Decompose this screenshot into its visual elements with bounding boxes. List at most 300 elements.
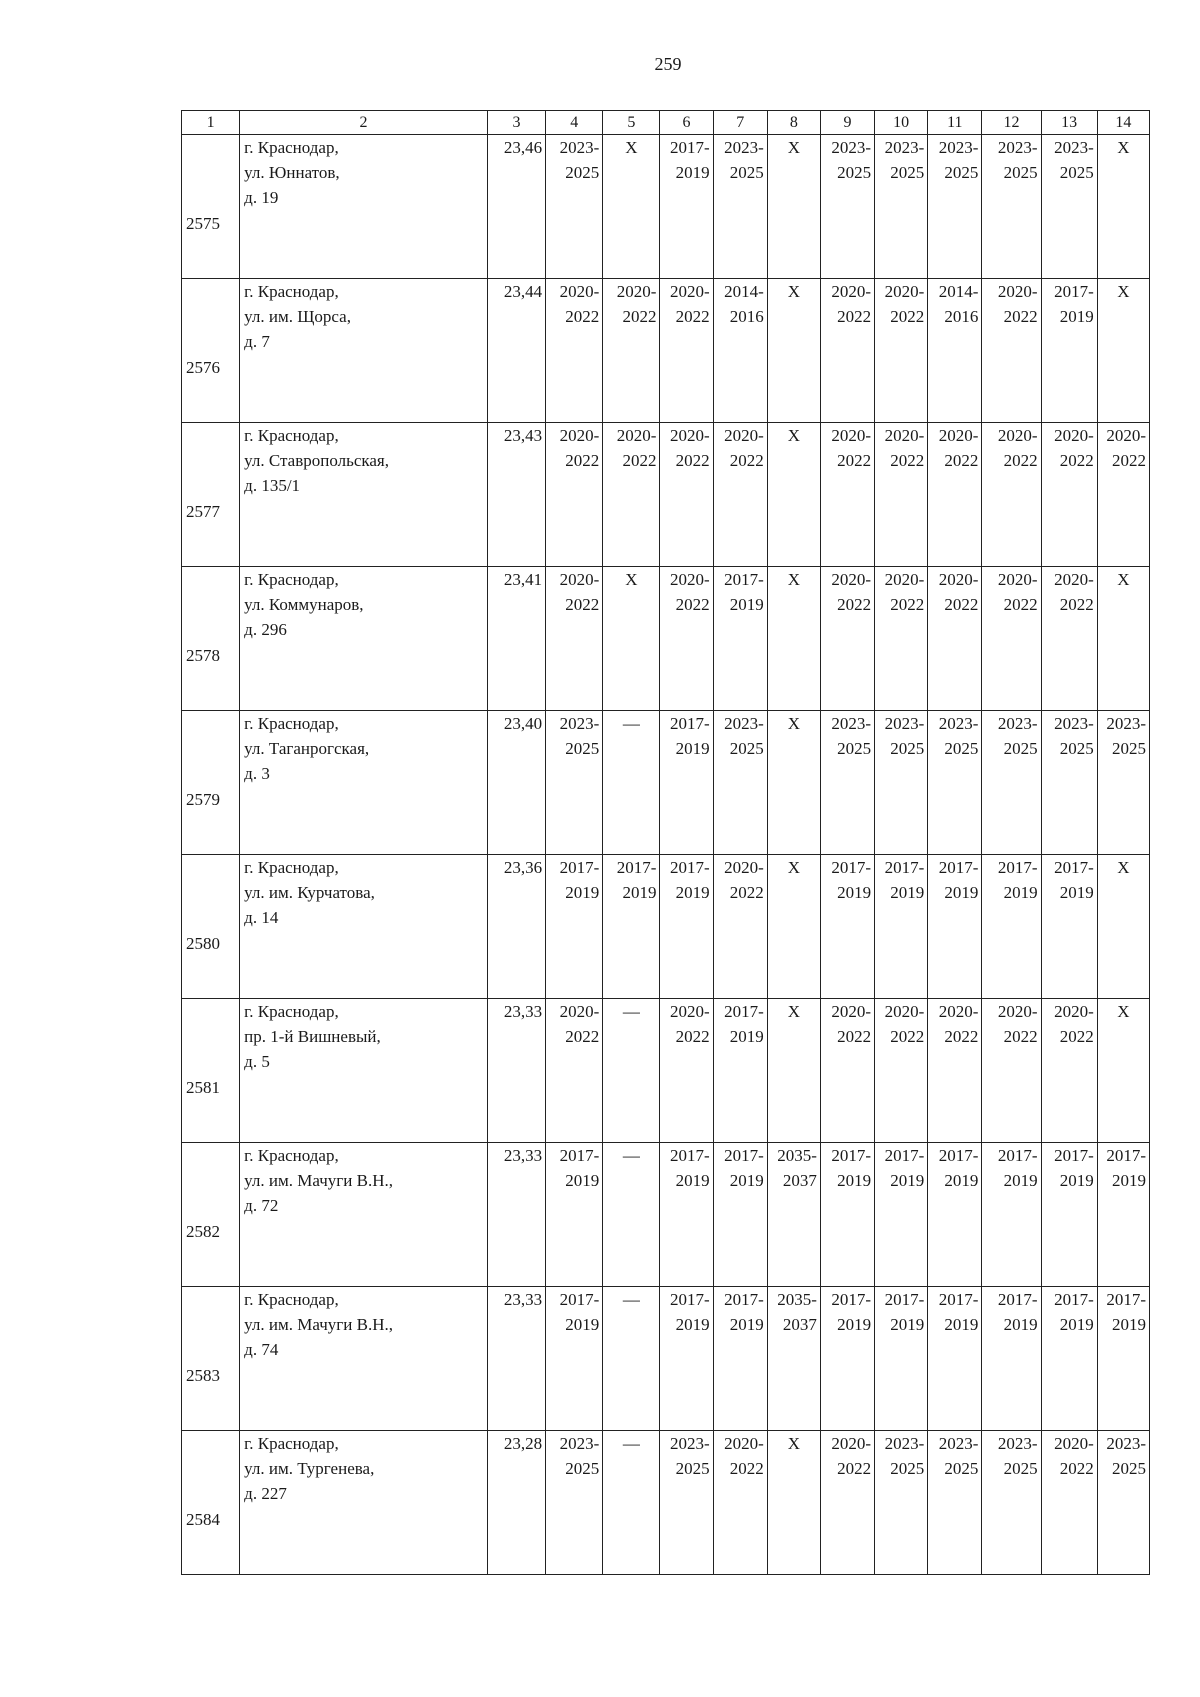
year-part: 2017- [997,1290,1038,1309]
year-part: 2016 [729,307,764,326]
year-range-cell [546,135,603,279]
year-range-cell [928,1431,982,1575]
address-line: д. 227 [244,1484,287,1503]
column-header-5: 5 [603,111,660,135]
year-range-cell [982,279,1041,423]
year-part: 2019 [837,1171,872,1190]
year-range-cell [713,711,767,855]
year-part: 2019 [675,883,710,902]
year-part: 2017- [884,1146,925,1165]
year-part: 2022 [1003,595,1038,614]
year-range-cell [875,855,928,999]
year-part: 2023- [1106,714,1146,733]
year-range-cell [546,1143,603,1287]
year-part: 2025 [944,739,979,758]
address-line: д. 19 [244,188,279,207]
year-range-cell [546,279,603,423]
year-part: 2019 [1059,307,1094,326]
row-number-cell [182,1287,240,1431]
year-part: 2020- [669,282,710,301]
year-part: 2020- [559,570,600,589]
year-part: 2025 [729,163,764,182]
row-number: 2579 [186,790,220,809]
year-part: 2019 [890,1171,925,1190]
year-part: 2023- [884,714,925,733]
year-part: 2020- [724,426,764,445]
value-cell: 23,40 [487,711,545,855]
not-required-mark: X [767,999,820,1143]
column-header-2: 2 [240,111,488,135]
address-line: д. 7 [244,332,270,351]
year-range-cell [546,999,603,1143]
year-part: 2020- [997,426,1038,445]
year-range-cell [982,999,1041,1143]
address-line: ул. им. Курчатова, [244,883,375,902]
year-range-cell [546,711,603,855]
row-number-cell [182,711,240,855]
address-line: ул. им. Мачуги В.Н., [244,1315,393,1334]
address-line: д. 74 [244,1340,279,1359]
row-number: 2577 [186,502,220,521]
year-part: 2022 [729,451,764,470]
year-part: 2025 [1003,163,1038,182]
address-line: ул. Коммунаров, [244,595,364,614]
page-number: 259 [654,54,682,74]
row-number: 2578 [186,646,220,665]
year-part: 2025 [890,1459,925,1478]
row-number-cell [182,279,240,423]
year-part: 2023- [884,138,925,157]
not-required-mark: X [767,855,820,999]
year-part: 2020- [831,282,872,301]
year-range-cell [1097,711,1149,855]
year-part: 2022 [890,451,925,470]
year-range-cell [660,1431,713,1575]
year-range-cell [1041,855,1097,999]
table-row [182,999,1150,1143]
not-required-mark: X [603,135,660,279]
year-part: 2025 [837,739,872,758]
column-header-4: 4 [546,111,603,135]
year-part: 2022 [837,1459,872,1478]
value-cell: 23,36 [487,855,545,999]
year-range-cell [820,1287,874,1431]
not-required-mark: X [1097,855,1149,999]
year-range-cell [660,423,713,567]
year-part: 2017- [884,1290,925,1309]
year-part: 2025 [890,739,925,758]
not-required-mark: X [767,279,820,423]
year-range-cell [875,711,928,855]
year-range-cell [982,855,1041,999]
address-line: д. 3 [244,764,270,783]
address-line: д. 296 [244,620,287,639]
not-required-mark: X [767,567,820,711]
header-row [182,111,1150,135]
not-required-mark: X [767,423,820,567]
year-part: 2020- [938,1002,979,1021]
year-part: 2017- [669,1146,710,1165]
year-part: 2022 [837,451,872,470]
year-range-cell [660,855,713,999]
year-part: 2023- [669,1434,710,1453]
year-range-cell [928,135,982,279]
year-part: 2023- [724,138,764,157]
year-range-cell [875,567,928,711]
address-cell [240,1431,488,1575]
year-part: 2023- [559,1434,600,1453]
column-header-12: 12 [982,111,1041,135]
dash-mark: — [603,711,660,855]
year-part: 2025 [565,163,600,182]
year-part: 2023- [831,138,872,157]
value-cell: 23,33 [487,999,545,1143]
address-cell [240,567,488,711]
address-cell [240,423,488,567]
address-line: д. 72 [244,1196,279,1215]
year-part: 2020- [938,426,979,445]
year-part: 2019 [729,1171,764,1190]
year-part: 2019 [944,1171,979,1190]
year-range-cell [875,1143,928,1287]
year-part: 2019 [1003,883,1038,902]
dash-mark: — [603,1143,660,1287]
year-part: 2017- [938,1290,979,1309]
row-number-cell [182,567,240,711]
year-part: 2019 [565,1171,600,1190]
not-required-mark: X [1097,279,1149,423]
year-part: 2019 [729,595,764,614]
year-range-cell [820,711,874,855]
year-range-cell [713,855,767,999]
table-row [182,567,1150,711]
value-cell: 23,44 [487,279,545,423]
year-range-cell [820,1143,874,1287]
year-part: 2022 [1059,1027,1094,1046]
year-range-cell [713,423,767,567]
value-cell: 23,33 [487,1143,545,1287]
year-range-cell [660,1143,713,1287]
year-part: 2017- [997,1146,1038,1165]
year-part: 2017- [669,714,710,733]
year-range-cell [928,1287,982,1431]
value-cell: 23,43 [487,423,545,567]
year-range-cell [603,423,660,567]
year-part: 2020- [1054,1434,1094,1453]
year-part: 2017- [724,1290,764,1309]
address-line: г. Краснодар, [244,138,339,157]
column-header-1: 1 [182,111,240,135]
year-range-cell [767,1287,820,1431]
year-range-cell [1097,423,1149,567]
row-number: 2581 [186,1078,220,1097]
year-part: 2022 [565,451,600,470]
year-part: 2025 [1112,1459,1146,1478]
year-range-cell [1041,1143,1097,1287]
year-part: 2020- [831,1434,872,1453]
year-part: 2020- [724,858,764,877]
address-line: д. 14 [244,908,279,927]
year-part: 2022 [890,595,925,614]
year-part: 2014- [938,282,979,301]
year-part: 2017- [559,1290,600,1309]
year-range-cell [713,135,767,279]
year-part: 2020- [669,570,710,589]
year-range-cell [1041,711,1097,855]
year-part: 2022 [565,595,600,614]
address-cell [240,279,488,423]
year-range-cell [713,1143,767,1287]
year-part: 2020- [884,282,925,301]
not-required-mark: X [603,567,660,711]
year-part: 2025 [1059,163,1094,182]
address-line: г. Краснодар, [244,1146,339,1165]
year-part: 2025 [565,1459,600,1478]
not-required-mark: X [1097,999,1149,1143]
address-line: ул. Юннатов, [244,163,340,182]
column-header-14: 14 [1097,111,1149,135]
year-part: 2020- [997,282,1038,301]
year-part: 2022 [1059,451,1094,470]
year-range-cell [546,567,603,711]
address-line: пр. 1-й Вишневый, [244,1027,381,1046]
year-part: 2019 [1059,1171,1094,1190]
column-header-3: 3 [487,111,545,135]
year-part: 2019 [1112,1171,1146,1190]
year-part: 2037 [782,1315,817,1334]
year-part: 2022 [622,307,657,326]
year-part: 2023- [559,714,600,733]
year-part: 2025 [1059,739,1094,758]
year-range-cell [1041,135,1097,279]
year-range-cell [660,711,713,855]
row-number-cell [182,999,240,1143]
year-part: 2017- [1106,1290,1146,1309]
year-part: 2023- [559,138,600,157]
year-part: 2019 [729,1315,764,1334]
table-row [182,423,1150,567]
year-part: 2019 [565,883,600,902]
year-range-cell [546,1287,603,1431]
year-part: 2020- [831,1002,872,1021]
year-range-cell [928,711,982,855]
year-range-cell [820,423,874,567]
year-range-cell [875,135,928,279]
value-cell: 23,33 [487,1287,545,1431]
address-line: г. Краснодар, [244,570,339,589]
year-part: 2022 [890,307,925,326]
row-number: 2580 [186,934,220,953]
year-part: 2025 [565,739,600,758]
year-part: 2020- [1054,570,1094,589]
year-range-cell [928,855,982,999]
year-part: 2020- [559,282,600,301]
year-range-cell [820,135,874,279]
year-part: 2022 [944,595,979,614]
year-range-cell [1041,567,1097,711]
year-part: 2017- [669,138,710,157]
not-required-mark: X [767,711,820,855]
year-range-cell [982,567,1041,711]
year-part: 2017- [669,1290,710,1309]
row-number: 2584 [186,1510,220,1529]
address-line: ул. Таганрогская, [244,739,370,758]
year-part: 2019 [675,1171,710,1190]
year-part: 2035- [777,1146,817,1165]
year-part: 2022 [944,451,979,470]
year-part: 2017- [831,1290,872,1309]
column-header-6: 6 [660,111,713,135]
address-line: д. 5 [244,1052,270,1071]
year-range-cell [713,1431,767,1575]
year-range-cell [875,1287,928,1431]
year-range-cell [713,567,767,711]
year-part: 2019 [1003,1171,1038,1190]
year-range-cell [928,1143,982,1287]
year-range-cell [820,1431,874,1575]
year-part: 2020- [559,426,600,445]
year-part: 2019 [1059,1315,1094,1334]
year-range-cell [928,999,982,1143]
address-line: ул. им. Тургенева, [244,1459,375,1478]
year-part: 2019 [944,883,979,902]
year-part: 2022 [1003,307,1038,326]
year-part: 2025 [729,739,764,758]
year-part: 2020- [616,282,657,301]
year-part: 2023- [938,1434,979,1453]
year-range-cell [982,1431,1041,1575]
year-part: 2023- [1106,1434,1146,1453]
year-range-cell [1097,1287,1149,1431]
year-part: 2025 [1003,1459,1038,1478]
year-part: 2022 [890,1027,925,1046]
year-part: 2023- [884,1434,925,1453]
year-range-cell [713,1287,767,1431]
year-range-cell [928,423,982,567]
year-range-cell [713,999,767,1143]
not-required-mark: X [1097,135,1149,279]
year-range-cell [546,855,603,999]
address-cell [240,711,488,855]
year-part: 2019 [837,1315,872,1334]
year-part: 2023- [1054,714,1094,733]
address-line: г. Краснодар, [244,1002,339,1021]
year-range-cell [1041,1431,1097,1575]
address-line: г. Краснодар, [244,426,339,445]
year-range-cell [875,1431,928,1575]
year-part: 2017- [616,858,657,877]
year-part: 2019 [565,1315,600,1334]
address-line: ул. им. Щорса, [244,307,351,326]
year-part: 2020- [884,426,925,445]
year-part: 2020- [559,1002,600,1021]
year-part: 2025 [944,163,979,182]
year-range-cell [875,279,928,423]
value-cell: 23,28 [487,1431,545,1575]
year-range-cell [982,135,1041,279]
year-part: 2017- [938,1146,979,1165]
year-range-cell [546,1431,603,1575]
year-part: 2022 [565,307,600,326]
year-part: 2019 [944,1315,979,1334]
year-part: 2022 [837,1027,872,1046]
year-part: 2017- [831,1146,872,1165]
year-part: 2023- [831,714,872,733]
year-part: 2019 [837,883,872,902]
year-part: 2020- [1054,1002,1094,1021]
year-range-cell [713,279,767,423]
year-part: 2019 [729,1027,764,1046]
year-part: 2019 [675,163,710,182]
dash-mark: — [603,1287,660,1431]
year-part: 2022 [944,1027,979,1046]
table-row [182,855,1150,999]
year-range-cell [982,423,1041,567]
address-cell [240,1143,488,1287]
year-range-cell [875,999,928,1143]
year-part: 2017- [938,858,979,877]
year-range-cell [1097,1431,1149,1575]
column-header-8: 8 [767,111,820,135]
column-header-10: 10 [875,111,928,135]
year-part: 2017- [1054,282,1094,301]
address-line: ул. Ставропольская, [244,451,390,470]
year-range-cell [660,135,713,279]
year-part: 2023- [938,138,979,157]
year-part: 2020- [884,570,925,589]
value-cell: 23,41 [487,567,545,711]
dash-mark: — [603,1431,660,1575]
year-range-cell [820,999,874,1143]
year-part: 2020- [669,1002,710,1021]
year-part: 2037 [782,1171,817,1190]
repair-schedule-table [181,110,1150,1575]
year-part: 2020- [669,426,710,445]
year-part: 2025 [675,1459,710,1478]
year-range-cell [767,1143,820,1287]
year-part: 2022 [622,451,657,470]
address-line: г. Краснодар, [244,858,339,877]
year-part: 2022 [1003,1027,1038,1046]
address-line: г. Краснодар, [244,1290,339,1309]
year-part: 2017- [724,1146,764,1165]
year-part: 2020- [1054,426,1094,445]
year-range-cell [660,567,713,711]
year-part: 2025 [837,163,872,182]
value-cell: 23,46 [487,135,545,279]
not-required-mark: X [767,1431,820,1575]
year-range-cell [660,1287,713,1431]
year-part: 2019 [1003,1315,1038,1334]
year-part: 2023- [724,714,764,733]
address-line: г. Краснодар, [244,1434,339,1453]
row-number: 2582 [186,1222,220,1241]
year-range-cell [1041,1287,1097,1431]
year-part: 2020- [997,570,1038,589]
year-part: 2020- [831,426,872,445]
year-part: 2025 [890,163,925,182]
year-part: 2014- [724,282,764,301]
table-row [182,1143,1150,1287]
not-required-mark: X [767,135,820,279]
row-number: 2583 [186,1366,220,1385]
address-line: ул. им. Мачуги В.Н., [244,1171,393,1190]
year-part: 2022 [837,595,872,614]
address-cell [240,855,488,999]
not-required-mark: X [1097,567,1149,711]
year-part: 2017- [1054,858,1094,877]
year-part: 2017- [724,1002,764,1021]
